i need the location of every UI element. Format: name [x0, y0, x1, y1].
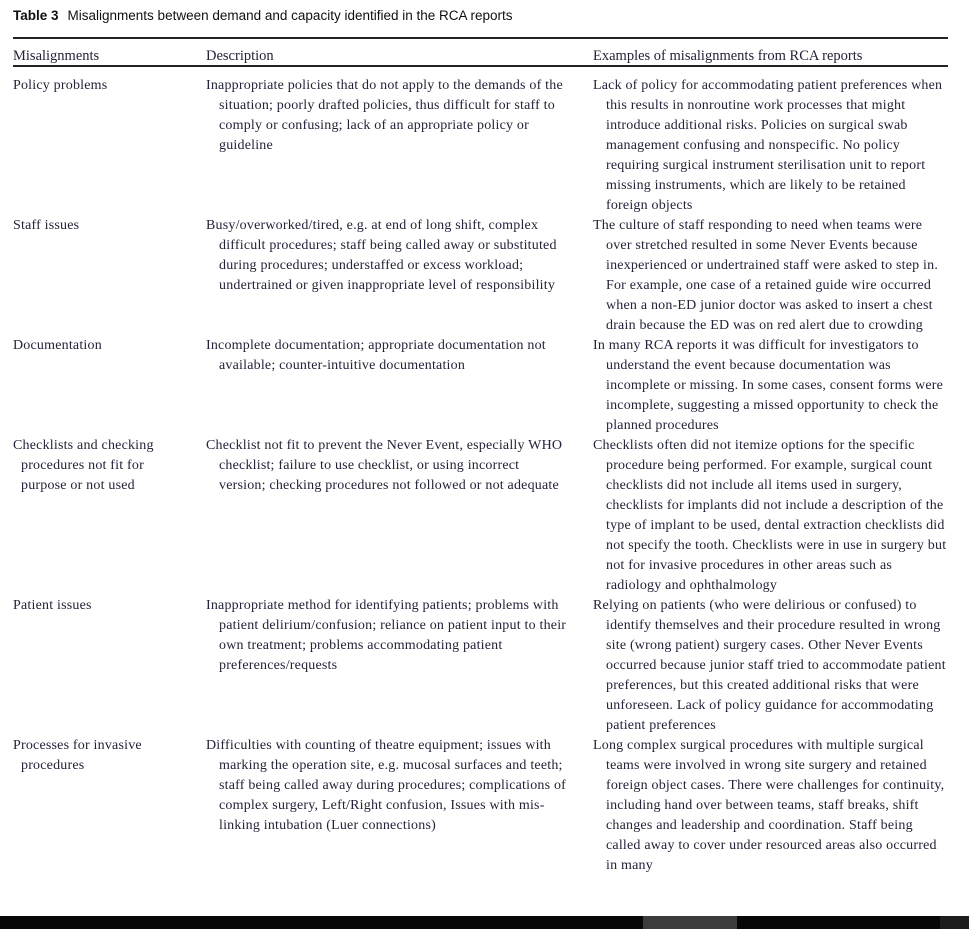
- column-header-misalignments: Misalignments: [13, 48, 100, 64]
- description-cell: Busy/overworked/tired, e.g. at end of long shift, complex difficult procedures; staff being called away or substituted during procedures; understaffed or excess workload; undertrained or given inappropriate level of responsibility: [206, 218, 557, 293]
- misalignment-cell: Checklists and checking procedures not fit for purpose or not used: [13, 438, 154, 493]
- example-cell: The culture of staff responding to need when teams were over stretched resulted in some Never Events because inexperienced or undertrained staff were asked to step in. For example, one case of a retained guide wire occurred when a non-ED junior doctor was asked to insert a chest drain because the ED was on red alert due to crowding: [593, 218, 939, 333]
- table-header-row: [13, 46, 948, 66]
- misalignment-cell: Policy problems: [13, 78, 108, 93]
- scan-artifact-gray-segment: [643, 916, 737, 929]
- example-cell: Lack of policy for accommodating patient preferences when this results in nonroutine work processes that might introduce additional risks. Policies on surgical swab management confusing and nonspecific. No policy requiring surgical instrument sterilisation unit to report missing instruments, which are likely to be retained foreign objects: [593, 78, 943, 213]
- table-row: [13, 436, 948, 596]
- caption-divider: [13, 37, 948, 39]
- description-cell: Checklist not fit to prevent the Never Event, especially WHO checklist; failure to use checklist, or using incorrect version; checking procedures not followed or not adequate: [206, 438, 563, 493]
- example-cell: Long complex surgical procedures with multiple surgical teams were involved in wrong site surgery and retained foreign object cases. There were challenges for continuity, including hand over between teams, staff breaks, shift changes and leadership and coordination. Staff being called away to cover under resourced areas also occurred in many: [593, 738, 945, 873]
- table-caption-label: Table 3: [13, 8, 59, 23]
- table-caption-text: Misalignments between demand and capacity identified in the RCA reports: [67, 8, 513, 23]
- misalignment-cell: Documentation: [13, 338, 102, 353]
- scan-artifact-bar: [0, 916, 969, 929]
- description-cell: Incomplete documentation; appropriate documentation not available; counter-intuitive documentation: [206, 338, 546, 373]
- example-cell: Relying on patients (who were delirious or confused) to identify themselves and their procedure resulted in wrong site (wrong patient) surgery cases. Other Never Events occurred because junior staff tried to accommodate patient preferences, but this created additional risks that were unforeseen. Lack of policy guidance for accommodating patient preferences: [593, 598, 946, 733]
- column-header-description: Description: [206, 48, 274, 64]
- example-cell: In many RCA reports it was difficult for investigators to understand the event because documentation was incomplete or missing. In some cases, consent forms were incomplete, suggesting a missed opportunity to check the planned procedures: [593, 338, 944, 433]
- misalignment-cell: Patient issues: [13, 598, 92, 613]
- table-row: [13, 216, 948, 336]
- scan-artifact-right-segment: [940, 916, 969, 929]
- table-row: [13, 736, 948, 876]
- table-row: [13, 76, 948, 216]
- column-header-examples: Examples of misalignments from RCA reports: [593, 48, 863, 64]
- misalignment-cell: Processes for invasive procedures: [13, 738, 142, 773]
- description-cell: Inappropriate method for identifying patients; problems with patient delirium/confusion; reliance on patient input to their own treatment; problems accommodating patient preferences/requests: [206, 598, 567, 673]
- table-row: [13, 596, 948, 736]
- description-cell: Inappropriate policies that do not apply to the demands of the situation; poorly drafted policies, thus difficult for staff to comply or confusing; lack of an appropriate policy or guideline: [206, 78, 563, 153]
- description-cell: Difficulties with counting of theatre equipment; issues with marking the operation site, e.g. mucosal surfaces and teeth; staff being called away during procedures; complications of complex surgery, Left/Right confusion, Issues with mis-linking intubation (Luer connections): [206, 738, 567, 833]
- header-divider: [13, 65, 948, 67]
- table-row: [13, 336, 948, 436]
- table-body: [13, 76, 948, 876]
- misalignment-cell: Staff issues: [13, 218, 80, 233]
- table-caption: [13, 7, 948, 25]
- example-cell: Checklists often did not itemize options for the specific procedure being performed. For example, surgical count checklists did not include all items used in surgery, checklists for implants did not include a description of the type of implant to be used, dental extraction checklists did not specify the tooth. Checklists were in use in surgery but not for invasive procedures in other areas such as radiology and ophthalmology: [593, 438, 947, 593]
